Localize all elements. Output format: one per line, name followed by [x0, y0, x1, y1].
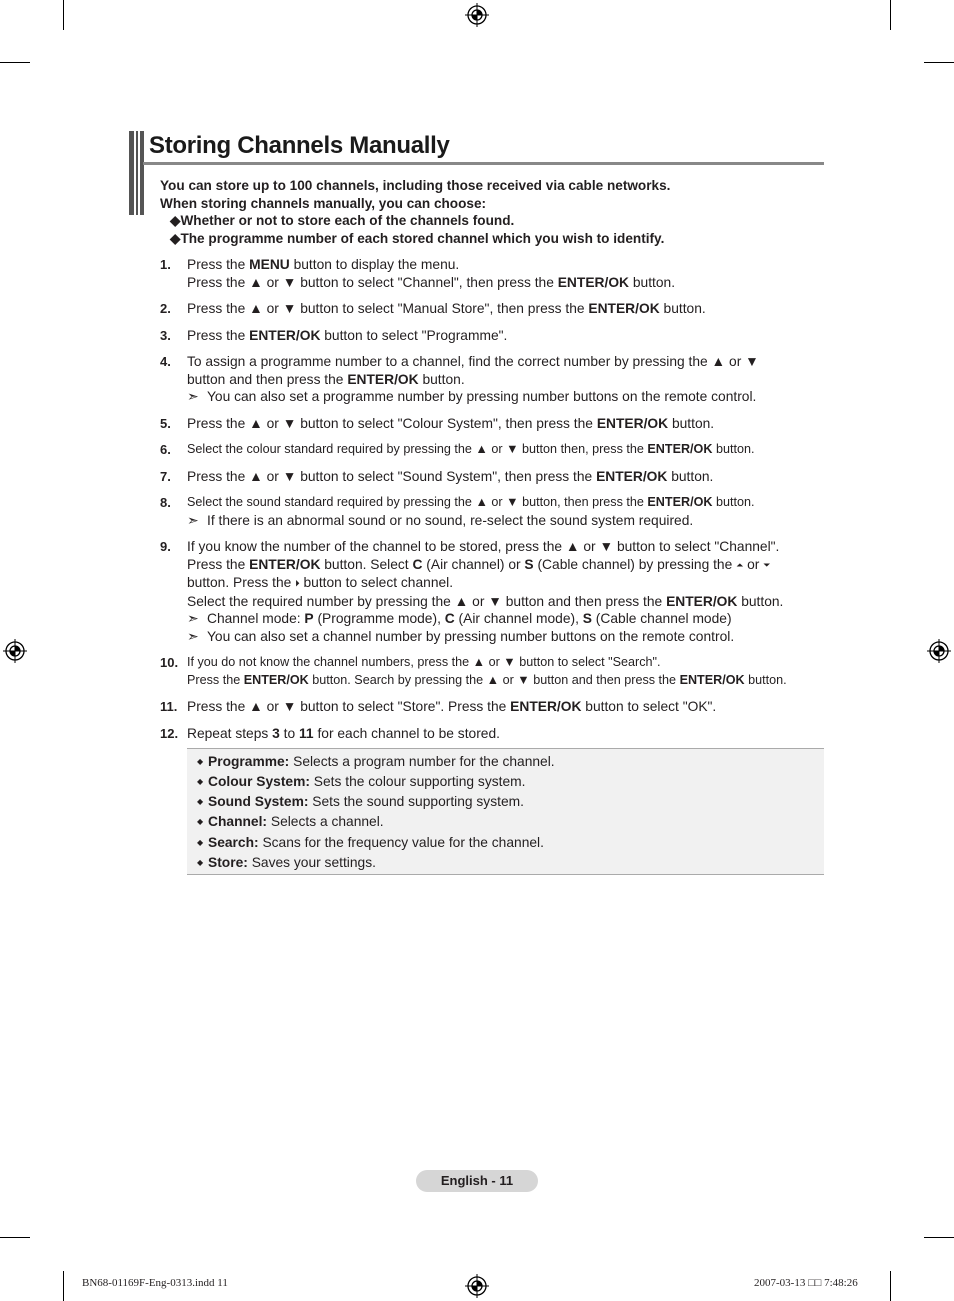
steps-list [160, 256, 830, 751]
intro-bullet: ◆The programme number of each stored channel which you wish to identify. [170, 230, 665, 246]
step-11: 11. Press the ▲ or ▼ button to select "Store". Press the ENTER/OK button to select "OK". [160, 699, 717, 714]
page-title: Storing Channels Manually [149, 132, 450, 159]
intro-line: You can store up to 100 channels, including those received via cable networks. [160, 178, 671, 193]
diamond-bullet-icon: ◆ [197, 777, 204, 786]
step-9: 9. If you know the number of the channel to be stored, press the ▲ or ▼ button to select "Channel". Press the ENTER/OK button. Select C (Air channel) or S (Cable channel) by pressing the ⏶ or ⏷ button. Press the ⏵ button to select channel. Select the required number by pressing the ▲ or ▼ button and then press the ENTER/OK button. ➣ Channel mode: P (Programme mode), C (Air channel mode), S (Cable channel mode) ➣ You can also set a channel number by pressing number buttons on the remote control. [160, 538, 830, 645]
caret-down-icon: ⏷ [763, 559, 771, 570]
crop-mark [63, 1271, 64, 1301]
note: ➣ Channel mode: P (Programme mode), C (Air channel mode), S (Cable channel mode) [187, 611, 732, 626]
note-arrow-icon: ➣ [187, 512, 199, 528]
note: ➣ You can also set a channel number by pressing number buttons on the remote control. [187, 628, 735, 644]
crop-mark [924, 1237, 954, 1238]
step-5: 5. Press the ▲ or ▼ button to select "Colour System", then press the ENTER/OK button. [160, 415, 715, 431]
diamond-bullet-icon: ◆ [197, 858, 204, 867]
crop-mark [890, 1271, 891, 1301]
caret-up-icon: ⏶ [736, 559, 744, 570]
diamond-bullet-icon: ◆ [197, 797, 204, 806]
summary-box [187, 748, 824, 875]
step-12: 12. Repeat steps 3 to 11 for each channel to be stored. [160, 725, 500, 741]
step-8: 8. Select the sound standard required by pressing the ▲ or ▼ button, then press the ENTER/OK button. ➣ If there is an abnormal sound or no sound, re-select the sound system required. [160, 494, 830, 529]
slug-filename: BN68-01169F-Eng-0313.indd 11 [82, 1277, 228, 1289]
caret-right-icon: ⏵ [295, 578, 300, 588]
registration-mark-icon [465, 1274, 489, 1298]
registration-mark-icon [465, 3, 489, 27]
summary-item: ◆ Sound System: Sets the sound supporting system. [197, 794, 524, 809]
step-1: 1. Press the MENU button to display the menu. Press the ▲ or ▼ button to select "Channel", then press the ENTER/OK button. [160, 257, 676, 290]
diamond-bullet-icon: ◆ [197, 757, 204, 766]
summary-item: ◆ Channel: Selects a channel. [197, 814, 384, 829]
slug-timestamp: 2007-03-13 □□ 7:48:26 [754, 1277, 858, 1289]
diamond-bullet-icon: ◆ [197, 817, 204, 826]
crop-mark [0, 62, 30, 63]
registration-mark-icon [927, 639, 951, 663]
title-rule [143, 162, 824, 165]
registration-mark-icon [3, 639, 27, 663]
crop-mark [890, 0, 891, 30]
intro-bullet: ◆Whether or not to store each of the channels found. [170, 213, 515, 228]
diamond-bullet-icon: ◆ [197, 838, 204, 847]
step-2: 2. Press the ▲ or ▼ button to select "Manual Store", then press the ENTER/OK button. [160, 301, 706, 316]
note-arrow-icon: ➣ [187, 611, 199, 626]
note-arrow-icon: ➣ [187, 628, 199, 644]
intro-line: When storing channels manually, you can choose: [160, 195, 487, 211]
intro-block [160, 177, 670, 247]
summary-item: ◆ Programme: Selects a program number for the channel. [197, 754, 555, 769]
step-10: 10. If you do not know the channel numbers, press the ▲ or ▼ button to select "Search". Press the ENTER/OK button. Search by pressing the ▲ or ▼ button and then press the ENTER/OK button. [160, 655, 787, 687]
note: ➣ If there is an abnormal sound or no sound, re-select the sound system required. [187, 512, 694, 528]
crop-mark [0, 1237, 30, 1238]
crop-mark [924, 62, 954, 63]
page-number: English - 11 [416, 1170, 538, 1192]
step-7: 7. Press the ▲ or ▼ button to select "Sound System", then press the ENTER/OK button. [160, 468, 714, 484]
step-6: 6. Select the colour standard required by pressing the ▲ or ▼ button then, press the ENTER/OK button. [160, 442, 755, 457]
summary-item: ◆ Colour System: Sets the colour supporting system. [197, 774, 526, 789]
note: ➣ You can also set a programme number by pressing number buttons on the remote control. [187, 389, 757, 404]
note-arrow-icon: ➣ [187, 389, 199, 404]
step-4: 4. To assign a programme number to a channel, find the correct number by pressing the ▲ or ▼ button and then press the ENTER/OK button. ➣ You can also set a programme number by pressing number buttons on the remote control. [160, 353, 830, 406]
summary-item: ◆ Search: Scans for the frequency value for the channel. [197, 835, 544, 850]
step-3: 3. Press the ENTER/OK button to select "Programme". [160, 327, 508, 343]
crop-mark [63, 0, 64, 30]
summary-item: ◆ Store: Saves your settings. [197, 855, 376, 870]
